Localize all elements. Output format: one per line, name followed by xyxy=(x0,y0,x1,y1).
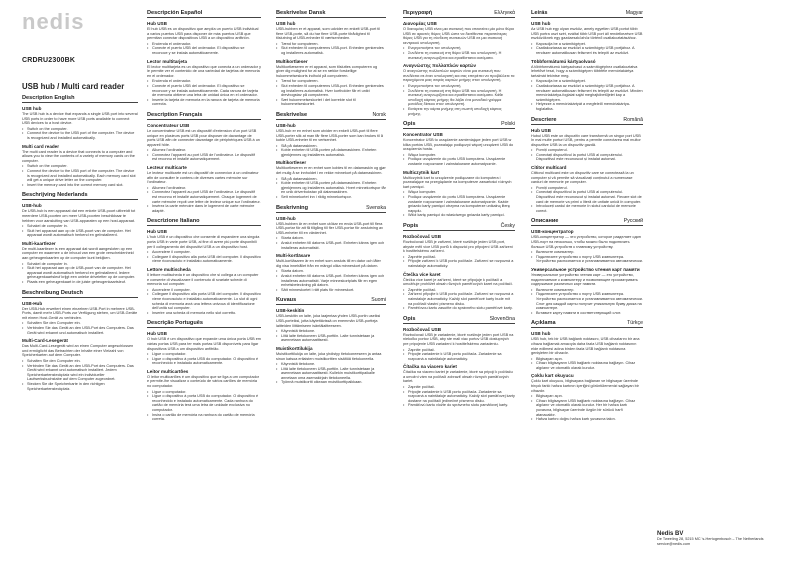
list-item: • Koble enheten til USB-porten på datamaskinen. Enheten gjenkjennes og installeres automatisk. xyxy=(276,148,386,157)
step-list xyxy=(147,250,261,264)
subheading: USB-hub xyxy=(22,203,42,209)
list-item: • Włóż kartę pamięci do właściwego gniazda karty pamięci. xyxy=(403,213,515,218)
step-list xyxy=(147,186,261,214)
section-language: Slovenčina xyxy=(489,315,515,322)
list-item: • Käynnistä tietokone. xyxy=(276,362,386,367)
paragraph: Koncentrator USB to urządzenie zamieniające jeden port USB w kilka portów USB, pozwalając podłączyć więcej urządzeń USB do urządzenia hosta. xyxy=(403,138,514,152)
paragraph: Rozbočovač USB je zařízení, které rozšiřuje jeden USB port, abyste měli více USB portů k dispozici pro připojení USB zařízení k hostitelskému zařízení. xyxy=(403,240,513,254)
list-item: • Porniți computerul. xyxy=(531,148,643,153)
list-item: • Slå på datamaskinen. xyxy=(276,177,386,182)
step-list xyxy=(403,255,515,269)
step-list xyxy=(531,288,643,316)
list-item: • Slå på datamaskinen. xyxy=(276,144,386,149)
step-list xyxy=(403,190,515,218)
section-language: Svenska xyxy=(366,204,386,211)
list-item: • Conectați dispozitivul la portul USB al computerului. Dispozitivul este recunoscut și instalat automat. xyxy=(531,153,643,162)
list-item: • Connect the device to the USB port of the computer. The device is recognized and installed automatically. xyxy=(22,131,138,140)
list-item: • Collegare il dispositivo alla porta USB del computer. Il dispositivo viene riconosciuto e installato automaticamente. Lo slot di ogni scheda di memoria avrà una lettera univoca di identificazione dell'unità sul computer. xyxy=(147,292,261,310)
section-title: Description English xyxy=(22,95,75,101)
list-item: • Schakel de computer in. xyxy=(22,262,138,267)
list-item: • Paměťovou kartu zasuňte do správného slotu paměťové karty. xyxy=(403,306,515,311)
section-title: Leírás xyxy=(531,10,548,16)
subheading: Multi-kortläsare xyxy=(276,253,311,259)
subheading: Multi card reader xyxy=(22,143,60,149)
list-item: • Cihazı bilgisayarın USB bağlantı noktasına bağlayın. Cihaz algılanır ve otomatik olarak kurulur. xyxy=(531,361,643,370)
subheading: Muistikorttilukija xyxy=(276,345,313,351)
list-item: • Pripojte zariadenie k USB portu počítača. Zariadenie sa rozpozná a nainštaluje automaticky. Každý slot pamäťovej karty dostane na počítači jedinečné písmeno disku. xyxy=(403,390,515,404)
footer xyxy=(657,531,777,546)
subheading: Többformátumú kártyaolvasó xyxy=(531,58,596,64)
list-item: • Sluit het apparaat aan op de USB-poort van de computer. Het apparaat wordt automatisch herkend en geïnstalleerd. xyxy=(22,229,138,238)
subheading: Koncentrator USB xyxy=(403,132,443,138)
subheading: Универсальное устройство чтения карт памяти xyxy=(531,266,640,272)
step-list xyxy=(531,79,643,111)
list-item: • Włącz komputer. xyxy=(403,190,515,195)
paragraph: Multikortlæseren er et apparat, som tilsluttes computeren og giver dig mulighed for at se en række forskellige hukommelseskorts indhold på computeren. xyxy=(276,64,378,78)
paragraph: Çoklu kart okuyucu, bilgisayara bağlanan ve bilgisayar üzerinde birçok farklı hafıza kartının içeriğini görüntülemenizi sağlayan bir cihazdır. xyxy=(531,379,639,393)
subheading: Multikortlæser xyxy=(276,58,308,64)
section-title: Description Français xyxy=(147,111,203,118)
list-item: • Allumez l'ordinateur. xyxy=(147,186,261,191)
paragraph: The multi card reader is a device that connects to a computer and allows you to view the contents of a variety of memory cards on the computer. xyxy=(22,149,135,163)
list-item: • Podłącz urządzenie do portu USB komputera. Urządzenie zostanie rozpoznane i zainstalowane automatycznie. Każde gniazdo karty pamięci otrzyma na komputerze unikalną literę napędu. xyxy=(403,195,515,213)
subheading: Διανομέας USB xyxy=(403,21,437,26)
paragraph: Cititorul multicard este un dispozitiv care se conectează la un computer și vă permite să vizualizați conținutul a numeroase carduri de memorie pe computer. xyxy=(531,171,634,185)
step-list xyxy=(531,394,643,422)
list-item: • Ενεργοποιήστε τον υπολογιστή. xyxy=(403,46,515,51)
list-item: • Εισάγετε την κάρτα μνήμης στη σωστή υποδοχή κάρτας μνήμης. xyxy=(403,107,515,116)
list-item: • Starta datorn. xyxy=(276,236,386,241)
section-heading xyxy=(276,10,386,18)
section-heading xyxy=(531,117,643,125)
list-item: • Podłącz urządzenie do portu USB komputera. Urządzenie zostanie rozpoznane i zainstalowane automatycznie. xyxy=(403,157,515,166)
section-title: Opis xyxy=(403,315,416,322)
list-item: • Inserire una scheda di memoria nello slot corretto. xyxy=(147,311,261,316)
paragraph: Multiczytnik kart to urządzenie podłączane do komputera i pozwalające na przeglądanie na komputerze zawartości różnych kart pamięci. xyxy=(403,175,512,189)
section-language: Suomi xyxy=(371,297,386,304)
step-list xyxy=(22,127,138,141)
section-heading xyxy=(531,218,643,226)
paragraph: USB-keskitin on laite, joka laajentaa yhden USB-portin useiksi USB-porteiksi, jotta käytettävissä on enemmän USB-portteja laitteiden liittämiseen isäntälaitteeseen. xyxy=(276,314,381,328)
section-heading xyxy=(276,205,386,213)
column-4 xyxy=(403,0,515,567)
paragraph: USB-концентратор — это устройство, которое разделяет один USB-порт на несколько, чтобы можно было подключить больше USB-устройств к главному устройству. xyxy=(531,235,641,249)
subheading: Multikortleser xyxy=(276,160,307,166)
subheading: Çoklu kart okuyucu xyxy=(531,373,574,379)
document-title: USB hub / Multi card reader xyxy=(22,82,125,91)
list-item: • Verbinden Sie das Gerät an den USB-Port des Computers. Das Gerät wird erkannt und automatisch installiert. xyxy=(22,326,138,335)
paragraph: USB hub, tek bir USB bağlantı noktasını, USB cihazlarını bir ana cihaza bağlamak amacıyla daha fazla USB bağlantı noktasının elde edilmesi adına birden fazla USB bağlantı noktasına genişleten bir cihazdır. xyxy=(531,337,640,356)
list-item: • Sätt minneskortet i rätt plats för minneskort. xyxy=(276,288,386,293)
list-item: • Switch on the computer. xyxy=(22,127,138,132)
section-title: Kuvaus xyxy=(276,297,297,304)
list-item: • Liitä laite tietokoneen USB-porttiin. Laite tunnistetaan ja asennetaan automaattisesti. xyxy=(276,334,386,343)
step-list xyxy=(147,42,261,56)
list-item: • Allumez l'ordinateur. xyxy=(147,148,261,153)
step-list xyxy=(22,262,138,285)
section-language: Türkçe xyxy=(627,320,643,327)
list-item: • Вставьте карту памяти в соответствующий слот. xyxy=(531,311,643,316)
list-item: • Hafıza kartını doğru hafıza kartı yuvasına takın. xyxy=(531,417,643,422)
list-item: • Συνδέστε τη συσκευή στη θύρα USB του υπολογιστή. Η συσκευή αναγνωρίζεται και εγκαθίσταται αυτόματα. xyxy=(403,51,515,60)
section-language: Polski xyxy=(501,121,515,128)
step-list xyxy=(531,250,643,264)
step-list xyxy=(22,321,138,335)
column-6 xyxy=(657,0,775,567)
step-list xyxy=(22,164,138,187)
step-list xyxy=(147,79,261,107)
subheading: Concentrateur USB xyxy=(147,122,190,128)
list-item: • Liitä laite tietokoneen USB-porttiin. Laite tunnistetaan ja asennetaan automaattisesti. Kullekin muistikorttipaikalle annetaan oma asemakirjain tietokoneella. xyxy=(276,367,386,381)
section-language: Română xyxy=(623,116,643,123)
paragraph: El lector multitarjeta es un dispositivo que conecta a un ordenador y le permite ver el contenido de una variedad de tarjetas de memoria en el ordenador. xyxy=(147,64,261,78)
subheading: Lecteur multicarte xyxy=(147,165,187,171)
list-item: • Connectez l'appareil au port USB de l'ordinateur. Le dispositif est reconnu et installé automatiquement. xyxy=(147,153,261,162)
column-2 xyxy=(147,0,261,567)
paragraph: Der USB-Hub erweitert einen einzelnen USB-Port in mehrere USB-Ports, damit mehr USB-Ports zur Verfügung stehen, um USB-Geräte mit einem Host-Gerät zu verbinden. xyxy=(22,306,138,320)
paragraph: Čtečka více karet je zařízení, které se připojuje k počítači a umožňuje prohlížet obsah různých paměťových karet na počítači. xyxy=(403,277,513,287)
company-email: service@nedis.com xyxy=(657,541,691,546)
list-item: • Bilgisayarı açın. xyxy=(531,357,643,362)
subheading: USB-Hub xyxy=(22,300,43,306)
list-item: • Sluit het apparaat aan op de USB-poort van de computer. Het apparaat wordt automatisch herkend en geïnstalleerd. Iedere geheugenkaartsleuf krijgt een unieke driveletter op de computer. xyxy=(22,266,138,280)
step-list xyxy=(276,329,386,343)
subheading: Lettore multischeda xyxy=(147,266,191,272)
section-title: Beschrijving Nederlands xyxy=(22,192,88,199)
subheading: USB-концентратор xyxy=(531,229,574,235)
section-heading xyxy=(147,218,261,226)
section-heading xyxy=(403,121,515,129)
step-list xyxy=(531,42,643,56)
list-item: • Zapněte počítač. xyxy=(403,255,515,260)
subheading: USB hub xyxy=(276,21,296,26)
subheading: USB-hub xyxy=(276,122,296,128)
column-5 xyxy=(531,0,643,567)
section-heading xyxy=(276,297,386,305)
list-item: • Encienda el ordenador. xyxy=(147,79,261,84)
step-list xyxy=(531,186,643,214)
list-item: • Csatlakoztassa az eszközt a számítógép USB portjához. A rendszer automatikusan felismeri és telepíti az eszközt. Minden memóriakártya-foglalat saját meghajtóbetűjelet kap a számítógépen. xyxy=(531,84,643,102)
section-heading xyxy=(147,112,261,120)
list-item: • Ενεργοποιήστε τον υπολογιστή. xyxy=(403,84,515,89)
subheading: Čtečka více karet xyxy=(403,271,441,277)
list-item: • Zapnite počítač. xyxy=(403,348,515,353)
step-list xyxy=(147,352,261,366)
section-title: Descripción Español xyxy=(147,10,203,16)
paragraph: USB-hubben er et apparat, som udvider en enkelt USB-port til flere USB-porte, så du har flere USB-porte tilrådighed til tilslutning af USB-enheder til værtsenheden. xyxy=(276,27,381,41)
section-title: Beskrivning xyxy=(276,204,309,211)
paragraph: Le concentrateur USB est un dispositif d'extension d'un port USB unique en plusieurs ports USB pour disposer de davantage de ports USB afin de connecter davantage de périphériques USB à un appareil hôte. xyxy=(147,128,260,147)
list-item: • Zařízení připojte k USB portu počítače. Zařízení se rozpozná a nainstaluje automaticky. Každý slot paměťové karty bude mít na počítači vlastní písmeno disku. xyxy=(403,292,515,306)
subheading: Čítačka na viacero kariet xyxy=(403,364,457,370)
section-language: Norsk xyxy=(372,111,386,118)
step-list xyxy=(147,148,261,162)
list-item: • Csatlakoztassa az eszközt a számítógép USB portjához. A rendszer automatikusan felismeri és telepíti az eszközt. xyxy=(531,46,643,55)
section-heading xyxy=(531,320,643,328)
list-item: • Työnnä muistikortti oikeaan muistikorttipaikkaan. xyxy=(276,380,386,385)
subheading: Cititor multicard xyxy=(531,165,567,171)
list-item: • Helyezze a memóriakártyát a megfelelő memóriakártya-foglalatba. xyxy=(531,102,643,111)
step-list xyxy=(276,362,386,385)
list-item: • Включите компьютер. xyxy=(531,250,643,255)
step-list xyxy=(276,177,386,200)
list-item: • Starta datorn. xyxy=(276,269,386,274)
section-heading xyxy=(403,223,515,231)
list-item: • Connectez l'appareil au port USB de l'ordinateur. Le dispositif est reconnu et installé automatiquement. Chaque logement de carte mémoire reçoit une lettre de lecteur unique sur l'ordinateur. xyxy=(147,190,261,204)
list-item: • Cihazı bilgisayarın USB bağlantı noktasına bağlayın. Cihaz algılanır ve otomatik olarak kurulur. Her bir hafıza kartı yuvasına, bilgisayar üzerinde özgün bir sürücü harfi atanacaktır. xyxy=(531,399,643,417)
list-item: • Ligue o dispositivo à porta USB do computador. O dispositivo é reconhecido e instalado automaticamente. Cada ranhura do cartão de memória terá uma letra de unidade exclusiva no computador. xyxy=(147,394,261,412)
section-heading xyxy=(22,95,138,103)
section-heading xyxy=(403,10,515,18)
logo-text: nedis xyxy=(22,10,85,32)
paragraph: Multi-kortläsaren är en enhet som ansluts till en dator och låter dig visa innehållet från en mängd olika minneskort på datorn. xyxy=(276,259,381,268)
list-item: • Insérez la carte mémoire dans le logement de carte mémoire adapté. xyxy=(147,204,261,213)
list-item: • Подключите устройство к порту USB компьютера. Устройство распознается и устанавливается автоматически. xyxy=(531,255,643,264)
subheading: Multi-kaartlezer xyxy=(22,240,56,246)
step-list xyxy=(403,348,515,362)
column-1 xyxy=(22,0,138,567)
step-list xyxy=(531,148,643,162)
section-title: Beskrivelse Dansk xyxy=(276,10,326,16)
step-list xyxy=(276,236,386,250)
section-heading xyxy=(22,192,138,200)
step-list xyxy=(403,153,515,167)
paragraph: Az USB hub egy olyan eszköz, amely egyetlen USB portot több USB portra oszt szét, ezáltal több USB port áll rendelkezésre USB eszközöknek egy gazdaeszközhöz történő csatlakoztatásához. xyxy=(531,27,643,41)
subheading: USB-keskitin xyxy=(276,308,305,314)
section-title: Descrição Português xyxy=(147,320,203,327)
list-item: • Sæt hukommelseskortet i det korrekte slot til hukommelseskortet. xyxy=(276,98,386,107)
list-item: • Bilgisayarı açın. xyxy=(531,394,643,399)
list-item: • Verbinden Sie das Gerät an den USB-Port des Computers. Das Gerät wird erkannt und automatisch installiert. Jedem Speicherkartensteckplatz wird ein individueller Laufwerksbuchstabe auf dem Computer zugeordnet. xyxy=(22,364,138,382)
list-item: • Подключите устройство к порту USB компьютера. Устройство распознается и устанавливается автоматически. Слот для каждой карты получит уникальную букву диска на компьютере. xyxy=(531,292,643,310)
section-title: Opis xyxy=(403,121,416,128)
list-item: • Conecte el puerto USB del ordenador. El dispositivo se reconoce y se instala automáticamente. Cada ranura de tarjeta de memoria obtiene una letra de unidad única en el ordenador. xyxy=(147,84,261,98)
paragraph: L'hub USB è un dispositivo che consente di espandere una singola porta USB in varie porte USB, al fine di avere più porte disponibili per il collegamento dei dispositivi USB a un dispositivo host. xyxy=(147,235,260,249)
list-item: • Ligue o computador. xyxy=(147,390,261,395)
list-item: • Stecken Sie die Speicherkarte in den richtigen Speicherkartensteckplatz. xyxy=(22,382,138,391)
list-item: • Tænd for computeren. xyxy=(276,42,386,47)
subheading: Αναγνώστης πολλαπλών καρτών xyxy=(403,63,477,69)
list-item: • Schalten Sie den Computer ein. xyxy=(22,321,138,326)
section-title: Beschreibung Deutsch xyxy=(22,289,83,296)
list-item: • Zapnite počítač. xyxy=(403,385,515,390)
list-item: • Conecte el puerto USB del ordenador. El dispositivo se reconoce y se instala automáticamente. xyxy=(147,46,261,55)
step-list xyxy=(403,46,515,60)
section-heading xyxy=(147,320,261,328)
step-list xyxy=(403,84,515,116)
list-item: • Switch on the computer. xyxy=(22,164,138,169)
step-list xyxy=(276,269,386,292)
list-item: • Slut enheden til computerens USB-port. Enheden genkendes og installeres automatisk. Hver kortholder får et unikt drevbogstav på computeren. xyxy=(276,84,386,98)
model-number: CRDRU2300BK xyxy=(22,57,76,64)
paragraph: El hub USB es un dispositivo que amplía un puerto USB individual a varios puertos USB para disponer de más puertos USB que permitan conectar dispositivos USB a un dispositivo anfitrión. xyxy=(147,27,259,41)
list-item: • Accendere il computer. xyxy=(147,288,261,293)
paragraph: The USB hub is a device that expands a single USB port into several USB ports in order to have more USB ports available to connect USB devices to a host device. xyxy=(22,112,138,126)
list-item: • Anslut enheten till datorns USB-port. Enheten känns igen och installeras automatiskt. xyxy=(276,241,386,250)
paragraph: Rozbočovač USB je zariadenie, ktoré rozširuje jeden port USB na niekoľko portov USB, aby ste mali viac portov USB dostupných pre pripojenie USB zariadení k hostiteľskému zariadeniu. xyxy=(403,332,514,346)
section-title: Descriere xyxy=(531,116,557,123)
section-title: Beskrivelse xyxy=(276,111,308,118)
list-item: • Käynnistä tietokone. xyxy=(276,329,386,334)
paragraph: USB-hubben är en enhet som utökar en enda USB-port till flera USB-portar för att få tillgång till fler USB-portar för anslutning av USB-enheter till en värdenhet. xyxy=(276,221,383,235)
section-heading xyxy=(22,290,138,298)
paragraph: Muistikorttilukija on laite, joka yhdistyy tietokoneeseen ja antaa sinun katsoa erilaisten muistikorttien sisältöä tietokoneella. xyxy=(276,351,382,361)
paragraph: De USB-hub is een apparaat dat een enkele USB-poort uitbreidt tot meerdere USB-poorten om meer USB-poorten beschikbaar te hebben voor aansluiting van USB-apparaten op een host-apparaat. xyxy=(22,209,136,223)
paragraph: A többformátumú kártyaolvasó a számítógéphez csatlakoztatva lehetővé teszi, hogy a számítógépen többféle memóriakártya tartalmát tekintse meg. xyxy=(531,64,638,78)
subheading: Hub USB xyxy=(531,127,551,133)
section-language: Русский xyxy=(623,218,643,225)
list-item: • Připojte zařízení k USB portu počítače. Zařízení se rozpozná a nainstaluje automaticky. xyxy=(403,259,515,268)
subheading: Hub USB xyxy=(147,229,167,235)
section-title: Descrizione Italiano xyxy=(147,218,200,225)
list-item: • Introduceți cardul de memorie în slotul cardului de memorie corect. xyxy=(531,204,643,213)
section-title: Описание xyxy=(531,218,559,225)
list-item: • Schakel de computer in. xyxy=(22,224,138,229)
section-title: Popis xyxy=(403,223,419,229)
step-list xyxy=(531,357,643,371)
section-heading xyxy=(276,112,386,120)
section-heading xyxy=(531,10,643,18)
section-title: Περιγραφή xyxy=(403,10,433,16)
list-item: • Plaats een geheugenkaart in de juiste geheugenkaartsleuf. xyxy=(22,280,138,285)
paragraph: Il lettore multischeda è un dispositivo che si collega a un computer e consente di visualizzare il contenuto di svariate schede di memoria sul computer. xyxy=(147,272,259,287)
list-item: • Kapcsolja be a számítógépet. xyxy=(531,42,643,47)
list-item: • Pripojte zariadenie k USB portu počítača. Zariadenie sa rozpozná a nainštaluje automaticky. xyxy=(403,352,515,361)
step-list xyxy=(22,224,138,238)
section-heading xyxy=(147,10,261,18)
list-item: • Ligue o computador. xyxy=(147,352,261,357)
list-item: • Insert the memory card into the correct memory card slot. xyxy=(22,183,138,188)
list-item: • Anslut enheten till datorns USB-port. Enheten känns igen och installeras automatiskt. Varje minneskortplats får en egen enhetsbeteckning på datorn. xyxy=(276,274,386,288)
list-item: • Включите компьютер. xyxy=(531,288,643,293)
step-list xyxy=(403,385,515,408)
list-item: • Włącz komputer. xyxy=(403,153,515,158)
subheading: USB-hub xyxy=(276,215,296,221)
paragraph: Ο αναγνώστης πολλαπλών καρτών είναι μια συσκευή που συνδέεται σε έναν υπολογιστή και σας επιτρέπει να προβάλλετε τα περιεχόμενα μιας σειράς καρτών μνήμης στον υπολογιστή. xyxy=(403,69,515,83)
list-item: • Encienda el ordenador. xyxy=(147,42,261,47)
paragraph: Das Multi-Card-Lesegerät wird an einen Computer angeschlossen und ermöglicht das Betrachten der Inhalte einer Vielzahl von Speicherkarten auf dem Computer. xyxy=(22,344,134,358)
step-list xyxy=(403,288,515,311)
company-address: De Tweeling 28, 5215 MC 's-Hertogenbosch – The Netherlands xyxy=(657,537,764,541)
section-title: Açıklama xyxy=(531,320,556,327)
subheading: USB hub xyxy=(531,21,551,26)
list-item: • Pamäťovú kartu vložte do správneho slotu pamäťovej karty. xyxy=(403,403,515,408)
list-item: • Conectați dispozitivul la portul USB al computerului. Dispozitivul este recunoscut și instalat automat. Fiecare slot de card de memorie va primi o literă de unitate unică în computer. xyxy=(531,190,643,204)
list-item: • Collegare il dispositivo alla porta USB del computer. Il dispositivo viene riconosciuto e installato automaticamente. xyxy=(147,255,261,264)
step-list xyxy=(276,42,386,56)
list-item: • Accendere il computer. xyxy=(147,250,261,255)
step-list xyxy=(147,288,261,316)
section-language: Ελληνικά xyxy=(494,10,515,16)
step-list xyxy=(147,390,261,422)
list-item: • Kapcsolja be a számítógépet. xyxy=(531,79,643,84)
list-item: • Slut enheden til computerens USB-port. Enheden genkendes og installeres automatisk. xyxy=(276,46,386,55)
list-item: • Inserte la tarjeta de memoria en la ranura de tarjeta de memoria correcta. xyxy=(147,98,261,107)
subheading: Rozbočovač USB xyxy=(403,234,442,239)
subheading: Multi-Card-Lesegerät xyxy=(22,338,68,344)
list-item: • Porniți computerul. xyxy=(531,186,643,191)
paragraph: De multi-kaartlezer is een apparaat dat wordt aangesloten op een computer en waarmee u de inhoud van een grote verscheidenheid aan geheugenkaarten op de computer kunt bekijken. xyxy=(22,246,134,261)
subheading: USB hub xyxy=(531,331,551,337)
paragraph: Le lecteur multicarte est un dispositif de connexion à un ordinateur afin de consulter le contenu de diverses cartes mémoire sur l'ordinateur. xyxy=(147,171,259,185)
section-language: Česky xyxy=(500,223,515,229)
subheading: Rozbočovač USB xyxy=(403,326,442,332)
list-item: • Schalten Sie den Computer ein. xyxy=(22,359,138,364)
list-item: • Tænd for computeren. xyxy=(276,79,386,84)
subheading: Hub USB xyxy=(147,331,167,337)
list-item: • Insira o cartão de memória na ranhura do cartão de memória correta. xyxy=(147,413,261,422)
company-name: Nedis BV xyxy=(657,531,684,537)
section-heading xyxy=(403,316,515,324)
paragraph: Ο διανομέας USB είναι μια συσκευή που επεκτείνει μία μόνο θύρα USB σε αρκετές θύρες USB ώστε να διατίθενται περισσότερες θύρες USB για τη σύνδεση συσκευών USB σε μια συσκευή κεντρικού υπολογιστή. xyxy=(403,27,514,45)
step-list xyxy=(276,79,386,107)
paragraph: Универсальное устройство чтения карт — это устройство, подключаемое к компьютеру и позволяющее просматривать содержимое различных карт памяти. xyxy=(531,272,638,287)
list-item: • Ligue o dispositivo à porta USB do computador. O dispositivo é reconhecido e instalado automaticamente. xyxy=(147,357,261,366)
list-item: • Συνδέστε τη συσκευή στη θύρα USB του υπολογιστή. Η συσκευή αναγνωρίζεται και εγκαθίσταται αυτόματα. Κάθε υποδοχή κάρτας μνήμης θα λάβει ένα μοναδικό γράμμα μονάδας δίσκου στον υπολογιστή. xyxy=(403,89,515,107)
column-3 xyxy=(276,0,386,567)
step-list xyxy=(22,359,138,391)
paragraph: Multikortleseren er en enhet som kobles til en datamaskin og gjør det mulig å se innholdet i en rekke minnekort på datamaskinen. xyxy=(276,166,386,176)
subheading: Leitor multicartões xyxy=(147,368,189,374)
subheading: Lector multitarjeta xyxy=(147,58,188,64)
paragraph: O leitor multicartões é um dispositivo que se liga a um computador e permite-lhe visualizar o conteúdo de vários cartões de memória no computador. xyxy=(147,374,260,389)
subheading: Hub USB xyxy=(147,21,167,26)
list-item: • Zapněte počítač. xyxy=(403,288,515,293)
list-item: • Sett minnekortet inn i riktig minnekortspor. xyxy=(276,195,386,200)
step-list xyxy=(276,144,386,158)
subheading: USB hub xyxy=(22,106,42,111)
list-item: • Connect the device to the USB port of the computer. The device is recognized and installed automatically. Each memory card slot will get a unique drive letter on the computer. xyxy=(22,169,138,183)
paragraph: USB-hub er en enhet som utvider en enkelt USB-port til flere USB-porter slik at man får flere USB-porter som kan brukes til å koble USB-enheter til en vertsenhet. xyxy=(276,128,383,143)
subheading: Multiczytnik kart xyxy=(403,169,439,175)
list-item: • Koble enheten til USB-porten på datamaskinen. Enheten gjenkjennes og installeres automatisk. Hvert minnekortspor får en unik driverbokstav på datamaskinen. xyxy=(276,181,386,195)
paragraph: Čítačka na viacero kariet je zariadenie, ktoré sa pripojí k počítaču a umožní vám na počítači zobraziť obsah rôznych pamäťových kariet. xyxy=(403,370,513,384)
paragraph: O hub USB é um dispositivo que expande uma única porta USB em várias portas USB para ter mais portas USB disponíveis para ligar dispositivos USB a um dispositivo anfitrião. xyxy=(147,337,261,351)
paragraph: Hubul USB este un dispozitiv care transformă un singur port USB în mai multe porturi USB, pentru a permite conectarea mai multor dispozitive USB la un dispozitiv gazdă. xyxy=(531,133,641,147)
section-language: Magyar xyxy=(625,10,643,16)
